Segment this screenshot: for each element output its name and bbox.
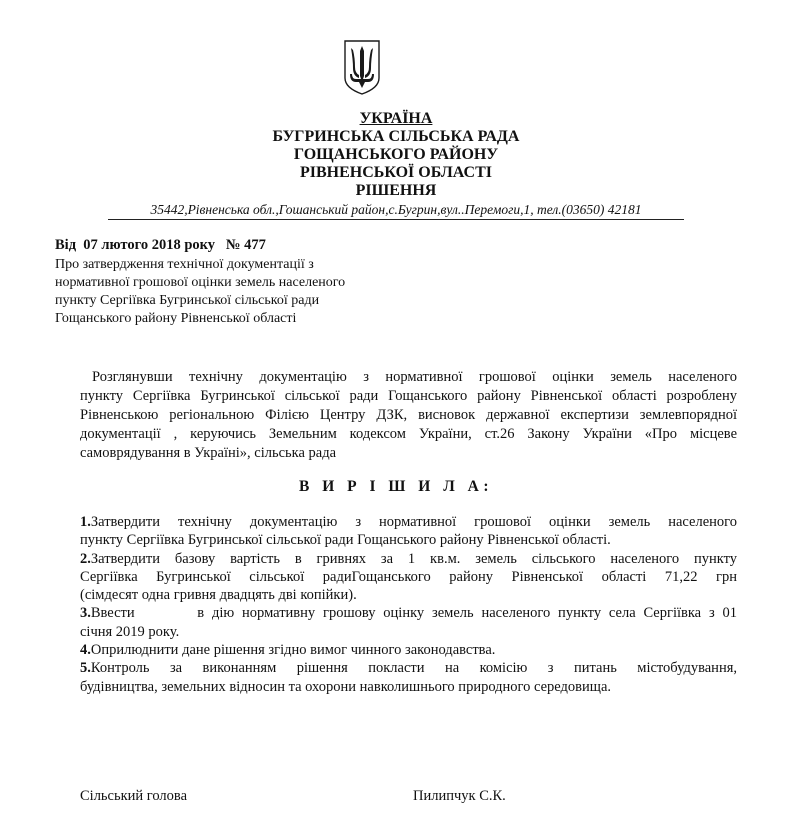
preamble-line: самоврядування в Україні», сільська рада [80, 445, 337, 461]
preamble-line: Рівненською регіональною Філією Центру ДЗК, висновок державної експертизи землевпорядної [80, 407, 737, 423]
list-item-continuation: (сімдесят одна гривня двадцять дві копійки). [80, 587, 357, 604]
signature-title: Сільський голова [80, 788, 188, 804]
subject-line: Гощанського району Рівненської області [55, 311, 297, 326]
decided-heading: В И Р І Ш И Л А: [298, 478, 493, 495]
list-item-continuation: будівництва, земельних відносин та охорони навколишнього природного середовища. [80, 678, 612, 695]
list-item-continuation: Сергіївка Бугринської сільської радиГощанського району Рівненської області 71,22 грн [80, 568, 737, 585]
trident-emblem-icon [342, 38, 382, 96]
list-item-continuation: січня 2019 року. [80, 623, 180, 640]
list-item: 1.Затвердити технічну документацію з нормативної грошової оцінки земель населеного [80, 514, 737, 530]
list-item-continuation: пункту Сергіївка Бугринської сільської ради Гощанського району Рівненської області. [80, 532, 611, 549]
subject-line: пункту Сергіївка Бугринської сільської ради [55, 293, 320, 308]
header-country: УКРАЇНА [359, 110, 433, 127]
subject-line: Про затвердження технічної документації з [55, 257, 314, 272]
header-doc-type: РІШЕННЯ [355, 182, 437, 199]
list-item: 2.Затвердити базову вартість в гривнях за 1 кв.м. земель сільського населеного пункту [80, 550, 737, 567]
preamble-line: документації , керуючись Земельним кодексом України, ст.26 Закону України «Про місцеве [80, 426, 737, 442]
decision-items [80, 513, 737, 696]
preamble-line: Розглянувши технічну документацію з нормативної грошової оцінки земель населеного [92, 369, 737, 385]
header-council: БУГРИНСЬКА СІЛЬСЬКА РАДА [272, 128, 520, 145]
header-district: ГОЩАНСЬКОГО РАЙОНУ [293, 146, 499, 163]
header-divider [108, 219, 684, 220]
list-item: 3.Ввести в дію нормативну грошову оцінку земель населеного пункту села Сергіївка з 01 [80, 605, 737, 622]
decision-subject [55, 256, 415, 328]
decision-dateline: Від 07 лютого 2018 року № 477 [55, 237, 266, 253]
header-address: 35442,Рівненська обл.,Гошанський район,с.Бугрин,вул..Перемоги,1, тел.(03650) 42181 [150, 202, 642, 217]
list-item: 5.Контроль за виконанням рішення покласти на комісію з питань містобудування, [80, 660, 737, 677]
signature-name: Пилипчук С.К. [413, 788, 506, 804]
header-region: РІВНЕНСЬКОЇ ОБЛАСТІ [300, 164, 492, 181]
preamble-line: пункту Сергіївка Бугринської сільської ради Гощанського району Рівненської області розроблену [80, 388, 737, 404]
preamble-paragraph [80, 368, 737, 463]
subject-line: нормативної грошової оцінки земель населеного [55, 275, 346, 290]
list-item: 4.Оприлюднити дане рішення згідно вимог чинного законодавства. [80, 642, 496, 659]
